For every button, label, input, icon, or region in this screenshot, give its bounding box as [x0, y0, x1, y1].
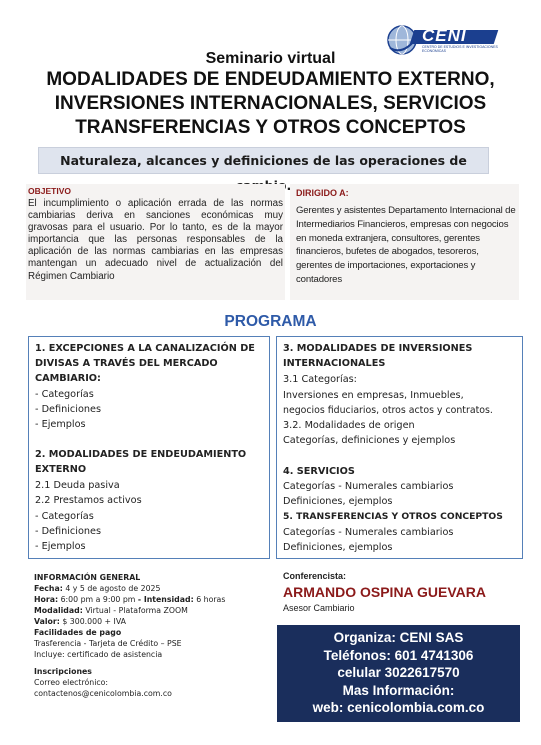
info-modalidad [34, 605, 274, 616]
intensidad-value: 6 horas [196, 595, 226, 604]
valor-label: Valor: [34, 617, 60, 626]
conferencista-name: ARMANDO OSPINA GUEVARA [283, 584, 487, 600]
program-line: Categorías - Numerales cambiarios [283, 481, 454, 492]
program-line: EXTERNO [35, 464, 87, 475]
logo-subtitle: CENTRO DE ESTUDIOS E INVESTIGACIONES ECONOMICAS [422, 45, 498, 53]
objetivo-panel [26, 184, 285, 300]
organiza-line: Organiza: CENI SAS [333, 630, 464, 645]
program-line: 5. TRANSFERENCIAS Y OTROS CONCEPTOS [283, 511, 503, 522]
program-line: Definiciones, ejemplos [283, 496, 393, 507]
info-general [34, 572, 274, 699]
program-line: - Ejemplos [35, 419, 86, 430]
info-valor [34, 616, 274, 627]
info-heading: INFORMACIÓN GENERAL [34, 573, 141, 582]
program-line: - Categorías [35, 511, 94, 522]
incluye-value: Incluye: certificado de asistencia [34, 650, 163, 659]
modalidad-label: Modalidad: [34, 606, 83, 615]
program-line: CAMBIARIO: [35, 373, 101, 384]
program-line: Categorías, definiciones y ejemplos [283, 435, 456, 446]
hora-label: Hora: [34, 595, 59, 604]
objetivo-text: El incumplimiento o aplicación errada de las normas cambiarias deriva en sanciones económicas muy gravosas para el usuario. Por lo tanto, es de la mayor importancia que las personas responsables de la aplicación de las normas cambiarias en las empresas mantengan un adecuado nivel de actualización del Régimen Cambiario [28, 198, 283, 282]
valor-value: $ 300.000 + IVA [62, 617, 126, 626]
page-title [0, 68, 541, 140]
info-hora [34, 594, 274, 605]
inscripciones-heading: Inscripciones [34, 667, 92, 676]
title-line-2: INVERSIONES INTERNACIONALES, SERVICIOS [54, 93, 487, 114]
programa-left-box [28, 336, 270, 559]
hora-value: 6:00 pm a 9:00 pm [60, 595, 136, 604]
title-line-1: MODALIDADES DE ENDEUDAMIENTO EXTERNO, [46, 69, 495, 90]
conferencista-role: Asesor Cambiario [283, 603, 355, 613]
dirigido-heading: DIRIGIDO A: [296, 188, 349, 198]
program-line: 3. MODALIDADES DE INVERSIONES [283, 343, 473, 354]
program-line: Categorías - Numerales cambiarios [283, 527, 454, 538]
mas-info-line: Mas Información: [342, 682, 455, 698]
logo-text: CENI [422, 26, 467, 45]
title-line-3: TRANSFERENCIAS Y OTROS CONCEPTOS [75, 117, 466, 138]
program-line: Definiciones, ejemplos [283, 542, 393, 553]
pago-heading: Facilidades de pago [34, 628, 122, 637]
program-line: 1. EXCEPCIONES A LA CANALIZACIÓN DE [35, 343, 255, 354]
program-line: INTERNACIONALES [283, 358, 386, 369]
web-link[interactable]: web: cenicolombia.com.co [312, 700, 485, 716]
info-fecha [34, 583, 274, 594]
program-line: negocios fiduciarios, otros actos y contratos. [283, 405, 493, 416]
program-line: - Definiciones [35, 404, 102, 415]
celular-line: celular 3022617570 [337, 665, 460, 681]
program-line: - Definiciones [35, 526, 102, 537]
correo-link[interactable]: contactenos@cenicolombia.com.co [34, 689, 172, 698]
seminar-label: Seminario virtual [205, 50, 336, 67]
objetivo-heading: OBJETIVO [28, 186, 71, 196]
program-line: Inversiones en empresas, Inmuebles, [283, 390, 464, 401]
conferencista-heading: Conferencista: [283, 571, 347, 581]
program-line: - Categorías [35, 389, 94, 400]
telefono-line: Teléfonos: 601 4741306 [323, 647, 474, 663]
pago-value: Trasferencia - Tarjeta de Crédito – PSE [34, 639, 182, 648]
program-line: 2. MODALIDADES DE ENDEUDAMIENTO [35, 449, 247, 460]
programa-right-box [276, 336, 523, 559]
program-line: - Ejemplos [35, 541, 86, 552]
organiza-box [277, 625, 520, 722]
intensidad-label: - Intensidad: [137, 595, 194, 604]
dirigido-panel [290, 184, 519, 300]
program-line: 3.2. Modalidades de origen [283, 420, 415, 431]
program-line: 3.1 Categorías: [283, 374, 357, 385]
subtitle-band: Naturaleza, alcances y definiciones de las operaciones de [38, 147, 489, 174]
fecha-value: 4 y 5 de agosto de 2025 [65, 584, 161, 593]
correo-label: Correo electrónico: [34, 678, 109, 687]
fecha-label: Fecha: [34, 584, 63, 593]
program-line: 4. SERVICIOS [283, 466, 355, 477]
dirigido-text: Gerentes y asistentes Departamento Internacional de Intermediarios Financieros, empresas con negocios en moneda extranjera, consultores, gerentes financieros, bufetes de abogados, tesoreros, gerentes de importaciones, exportaciones y contadores [296, 205, 516, 285]
modalidad-value: Virtual - Plataforma ZOOM [85, 606, 188, 615]
programa-heading: PROGRAMA [224, 313, 317, 330]
program-line: DIVISAS A TRAVÉS DEL MERCADO [35, 358, 218, 369]
program-line: 2.1 Deuda pasiva [35, 480, 120, 491]
program-line: 2.2 Prestamos activos [35, 495, 142, 506]
